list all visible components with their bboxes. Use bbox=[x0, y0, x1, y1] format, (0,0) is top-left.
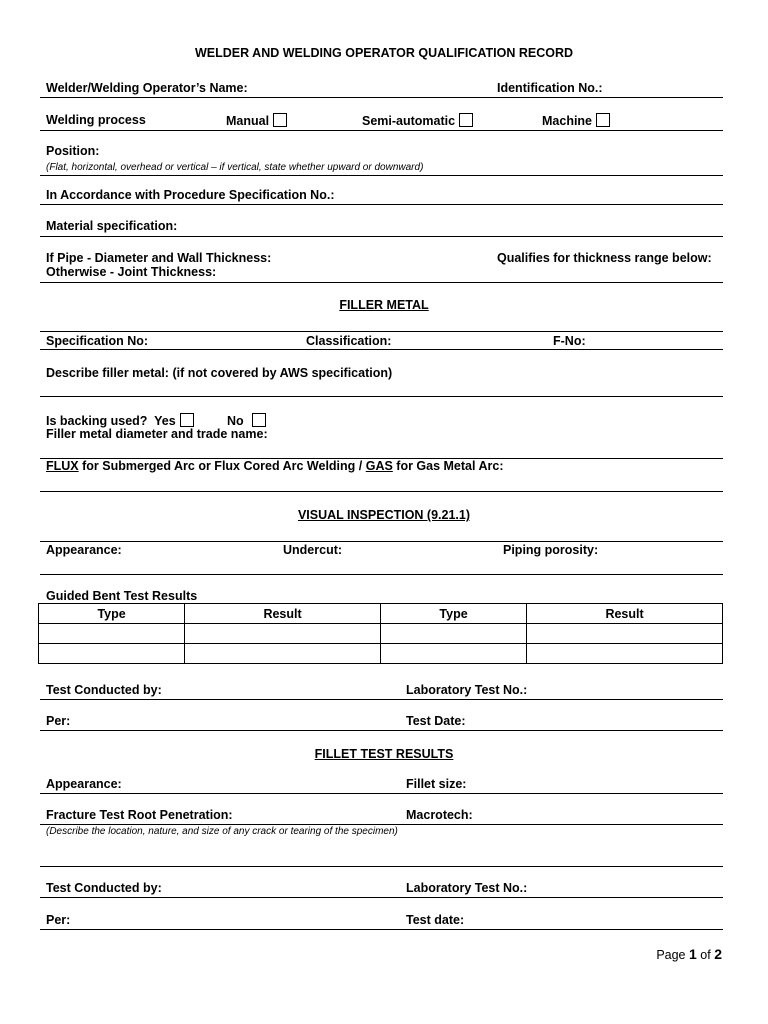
f-no-label: F-No: bbox=[553, 334, 586, 348]
semi-automatic-checkbox[interactable] bbox=[459, 113, 473, 127]
visual-appearance-label: Appearance: bbox=[46, 543, 122, 557]
material-spec-label: Material specification: bbox=[46, 219, 178, 233]
describe-filler-label: Describe filler metal: (if not covered by AWS specification) bbox=[46, 366, 393, 380]
visual-inspection-divider bbox=[40, 541, 723, 542]
table-cell[interactable] bbox=[39, 644, 185, 664]
thickness-field-line[interactable] bbox=[40, 282, 723, 283]
semi-automatic-label: Semi-automatic bbox=[362, 114, 456, 128]
table-cell[interactable] bbox=[527, 644, 723, 664]
joint-thickness-label: Otherwise - Joint Thickness: bbox=[46, 265, 217, 279]
table-cell[interactable] bbox=[39, 624, 185, 644]
fracture-test-label: Fracture Test Root Penetration: bbox=[46, 808, 233, 822]
identification-label: Identification No.: bbox=[497, 81, 603, 95]
specification-no-label: Specification No: bbox=[46, 334, 149, 348]
fillet-appearance-label: Appearance: bbox=[46, 777, 122, 791]
fracture-field-line[interactable] bbox=[40, 824, 723, 825]
visual-inspection-heading: VISUAL INSPECTION (9.21.1) bbox=[297, 508, 471, 522]
position-note: (Flat, horizontal, overhead or vertical – if vertical, state whether upward or downward) bbox=[46, 162, 424, 173]
backing-no-label: No bbox=[227, 414, 244, 428]
table-header-row bbox=[39, 604, 723, 624]
procedure-spec-label: In Accordance with Procedure Specification No.: bbox=[46, 188, 335, 202]
per-label: Per: bbox=[46, 714, 71, 728]
page-total: 2 bbox=[714, 946, 722, 962]
table-cell[interactable] bbox=[380, 644, 526, 664]
table-row bbox=[39, 624, 723, 644]
table-header-result-2: Result bbox=[527, 604, 723, 624]
undercut-label: Undercut: bbox=[283, 543, 343, 557]
flux-mid-text: for Submerged Arc or Flux Cored Arc Welding / bbox=[78, 459, 366, 473]
test-conducted-field-line-2[interactable] bbox=[40, 897, 723, 898]
form-title: WELDER AND WELDING OPERATOR QUALIFICATION RECORD bbox=[195, 46, 573, 60]
table-cell[interactable] bbox=[527, 624, 723, 644]
guided-bent-table bbox=[38, 603, 723, 664]
of-word: of bbox=[700, 948, 711, 962]
table-header-type-2: Type bbox=[380, 604, 526, 624]
table-header-result-1: Result bbox=[185, 604, 381, 624]
test-date-label-2: Test date: bbox=[406, 913, 465, 927]
manual-checkbox[interactable] bbox=[273, 113, 287, 127]
machine-checkbox[interactable] bbox=[596, 113, 610, 127]
filler-diameter-label: Filler metal diameter and trade name: bbox=[46, 427, 268, 441]
test-conducted-by-label: Test Conducted by: bbox=[46, 683, 162, 697]
manual-label: Manual bbox=[226, 114, 270, 128]
backing-no-checkbox[interactable] bbox=[252, 413, 266, 427]
test-conducted-by-label-2: Test Conducted by: bbox=[46, 881, 162, 895]
fracture-note: (Describe the location, nature, and size of any crack or tearing of the specimen) bbox=[46, 826, 398, 837]
semi-automatic-option[interactable] bbox=[362, 113, 473, 129]
per-label-2: Per: bbox=[46, 913, 71, 927]
welding-process-divider bbox=[40, 130, 723, 131]
macrotech-label: Macrotech: bbox=[406, 808, 473, 822]
table-cell[interactable] bbox=[380, 624, 526, 644]
flux-gas-label bbox=[46, 459, 504, 474]
per-date-field-line-2[interactable] bbox=[40, 929, 723, 930]
piping-porosity-label: Piping porosity: bbox=[503, 543, 599, 557]
backing-yes-label: Yes bbox=[154, 414, 176, 428]
welder-name-field-line[interactable] bbox=[40, 97, 723, 98]
backing-used-label: Is backing used? bbox=[46, 414, 148, 428]
filler-spec-field-line[interactable] bbox=[40, 349, 723, 350]
filler-metal-divider bbox=[40, 331, 723, 332]
material-spec-field-line[interactable] bbox=[40, 236, 723, 237]
classification-label: Classification: bbox=[306, 334, 392, 348]
flux-word: FLUX bbox=[46, 459, 79, 473]
page-indicator bbox=[656, 946, 722, 962]
machine-option[interactable] bbox=[542, 113, 610, 129]
laboratory-test-no-label: Laboratory Test No.: bbox=[406, 683, 528, 697]
procedure-spec-field-line[interactable] bbox=[40, 204, 723, 205]
table-cell[interactable] bbox=[185, 644, 381, 664]
fillet-test-heading: FILLET TEST RESULTS bbox=[314, 747, 454, 761]
page-word: Page bbox=[656, 948, 686, 962]
visual-inspection-field-line[interactable] bbox=[40, 574, 723, 575]
page-number: 1 bbox=[689, 946, 697, 962]
table-header-type-1: Type bbox=[39, 604, 185, 624]
fracture-description-field-line[interactable] bbox=[40, 866, 723, 867]
table-row bbox=[39, 644, 723, 664]
test-date-label: Test Date: bbox=[406, 714, 466, 728]
describe-filler-field-line[interactable] bbox=[40, 396, 723, 397]
table-cell[interactable] bbox=[185, 624, 381, 644]
filler-metal-heading: FILLER METAL bbox=[339, 298, 429, 312]
welding-process-label: Welding process bbox=[46, 113, 146, 127]
qualifies-thickness-label: Qualifies for thickness range below: bbox=[497, 251, 712, 265]
manual-option[interactable] bbox=[226, 113, 287, 129]
position-field-line[interactable] bbox=[40, 175, 723, 176]
pipe-diameter-label: If Pipe - Diameter and Wall Thickness: bbox=[46, 251, 272, 265]
test-conducted-field-line[interactable] bbox=[40, 699, 723, 700]
backing-yes-checkbox[interactable] bbox=[180, 413, 194, 427]
welder-name-label: Welder/Welding Operator’s Name: bbox=[46, 81, 248, 95]
per-date-field-line[interactable] bbox=[40, 730, 723, 731]
fillet-size-label: Fillet size: bbox=[406, 777, 467, 791]
gas-word: GAS bbox=[365, 459, 393, 473]
position-label: Position: bbox=[46, 144, 100, 158]
fillet-appearance-field-line[interactable] bbox=[40, 793, 723, 794]
laboratory-test-no-label-2: Laboratory Test No.: bbox=[406, 881, 528, 895]
guided-bent-label: Guided Bent Test Results bbox=[46, 589, 198, 603]
flux-gas-field-line[interactable] bbox=[40, 491, 723, 492]
machine-label: Machine bbox=[542, 114, 593, 128]
flux-end-text: for Gas Metal Arc: bbox=[392, 459, 504, 473]
